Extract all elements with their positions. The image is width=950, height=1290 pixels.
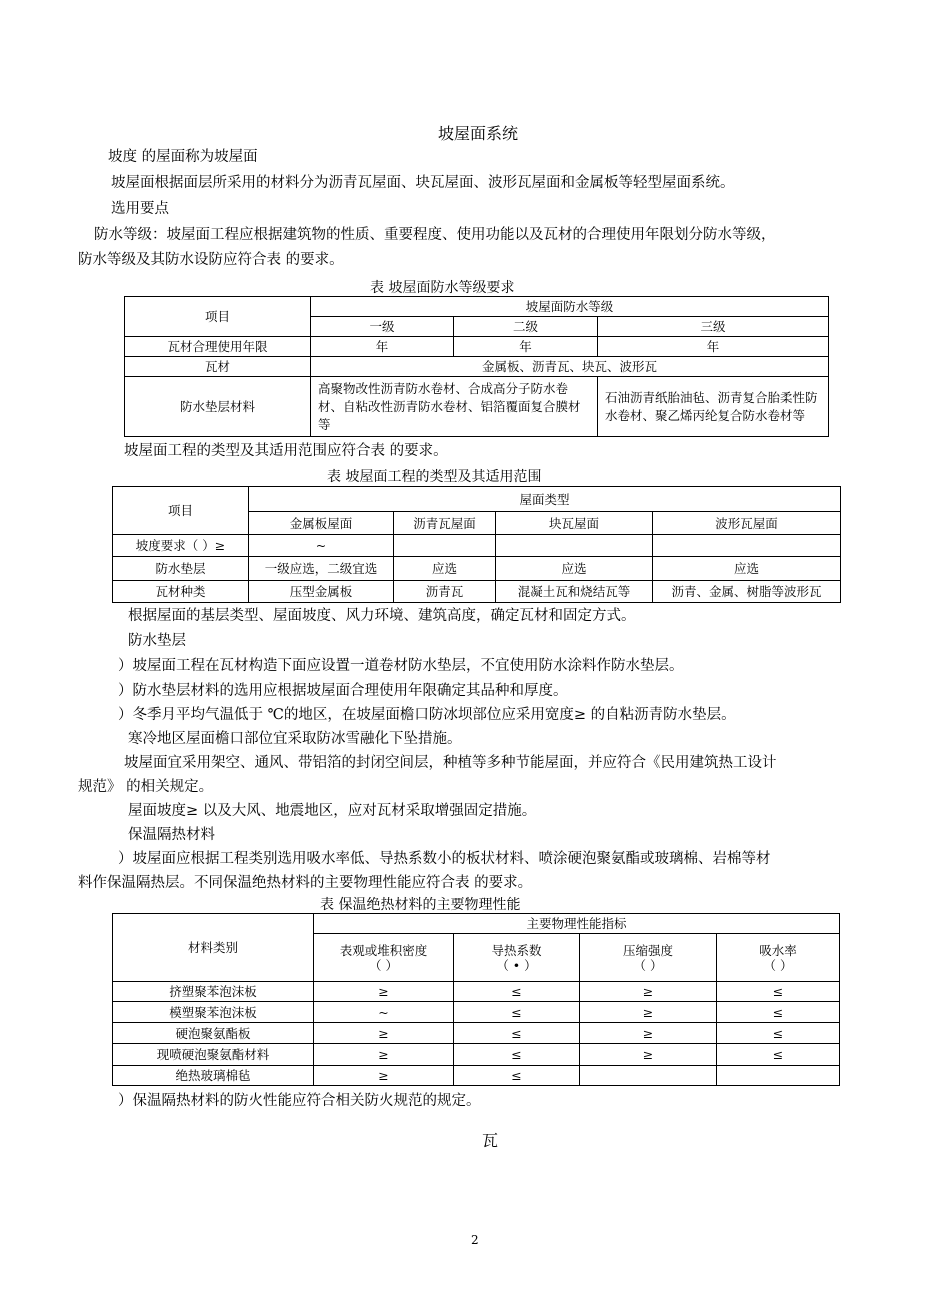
table-cell: 应选 — [394, 557, 496, 581]
paragraph-tile-fixing: 根据屋面的基层类型、屋面坡度、风力环境、建筑高度，确定瓦材和固定方式。 — [128, 608, 636, 624]
table-row-label: 挤塑聚苯泡沫板 — [113, 982, 314, 1002]
table-row-label: 瓦材合理使用年限 — [125, 337, 311, 357]
table-cell: ~ — [249, 535, 394, 557]
table-row-label: 绝热玻璃棉毡 — [113, 1066, 314, 1086]
table-header-group: 坡屋面防水等级 — [311, 297, 829, 317]
table-header-property — [580, 934, 717, 982]
table-waterproof-grade — [124, 296, 829, 437]
property-name: 表观或堆积密度 — [339, 942, 428, 958]
table-cell — [653, 535, 841, 557]
page-number: 2 — [471, 1233, 479, 1247]
table-header-group: 屋面类型 — [249, 487, 841, 512]
section-heading-tile: 瓦 — [482, 1131, 499, 1150]
table-cell: ≥ — [314, 1023, 454, 1044]
table-cell: 沥青瓦 — [394, 581, 496, 603]
paragraph-slope-definition: 坡度 的屋面称为坡屋面 — [108, 149, 258, 165]
table-row-label: 防水垫层材料 — [125, 377, 311, 437]
table-cell: ≥ — [580, 1002, 717, 1023]
paragraph-energy-roof-line2: 规范》 的相关规定。 — [78, 779, 214, 795]
table-row — [113, 1023, 840, 1044]
table-cell: ≤ — [717, 1023, 840, 1044]
table-cell: ≤ — [454, 1002, 580, 1023]
table-header-item: 材料类别 — [113, 914, 314, 982]
paragraph-roof-type-scope: 坡屋面工程的类型及其适用范围应符合表 的要求。 — [124, 443, 448, 459]
table-cell: 应选 — [496, 557, 653, 581]
table-cell: ≤ — [717, 1002, 840, 1023]
table-row-label: 模塑聚苯泡沫板 — [113, 1002, 314, 1023]
table-cell: ≥ — [580, 982, 717, 1002]
paragraph-cold-region: 寒冷地区屋面檐口部位宜采取防冰雪融化下坠措施。 — [128, 731, 462, 747]
table-cell: ≤ — [454, 1044, 580, 1066]
table-header-level: 二级 — [454, 317, 598, 337]
table-row — [113, 1044, 840, 1066]
table-roof-type-scope — [112, 486, 841, 603]
table-cell — [496, 535, 653, 557]
table-cell: ≥ — [580, 1023, 717, 1044]
table-header-level: 一级 — [311, 317, 454, 337]
table2-caption: 表 坡屋面工程的类型及其适用范围 — [327, 469, 542, 485]
table-header-item: 项目 — [125, 297, 311, 337]
heading-selection-points: 选用要点 — [111, 201, 169, 217]
paragraph-reinforced-fixing: 屋面坡度≥ 以及大风、地震地区，应对瓦材采取增强固定措施。 — [128, 803, 537, 819]
table-row-label: 防水垫层 — [113, 557, 249, 581]
table-cell: ≥ — [314, 982, 454, 1002]
table-header-property — [454, 934, 580, 982]
table-cell: 一级应选，二级宜选 — [249, 557, 394, 581]
table-row-label: 坡度要求（ ）≥ — [113, 535, 249, 557]
table-header-type: 波形瓦屋面 — [653, 512, 841, 535]
heading-underlayment: 防水垫层 — [128, 633, 186, 649]
table-cell — [580, 1066, 717, 1086]
table-cell — [717, 1066, 840, 1086]
table-header-property — [314, 934, 454, 982]
property-name: 导热系数 — [491, 942, 542, 958]
paragraph-waterproof-grade-line1: 防水等级：坡屋面工程应根据建筑物的性质、重要程度、使用功能以及瓦材的合理使用年限划分防水等级， — [94, 227, 776, 243]
table-cell: 金属板、沥青瓦、块瓦、波形瓦 — [311, 357, 829, 377]
table-cell: ≤ — [454, 1023, 580, 1044]
table-row-label: 瓦材 — [125, 357, 311, 377]
paragraph-roof-types: 坡屋面根据面层所采用的材料分为沥青瓦屋面、块瓦屋面、波形瓦屋面和金属板等轻型屋面系统。 — [111, 175, 735, 191]
property-unit: （ • ） — [496, 957, 537, 973]
table-cell: 应选 — [653, 557, 841, 581]
table-cell: 压型金属板 — [249, 581, 394, 603]
table-header-type: 沥青瓦屋面 — [394, 512, 496, 535]
table-row — [113, 1002, 840, 1023]
table-row — [113, 1066, 840, 1086]
table-insulation-properties — [112, 913, 840, 1086]
paragraph-underlayment-3: ）冬季月平均气温低于 ℃的地区，在坡屋面檐口防冰坝部位应采用宽度≥ 的自粘沥青防水垫层。 — [118, 707, 736, 723]
table-row-label: 硬泡聚氨酯板 — [113, 1023, 314, 1044]
property-unit: （ ） — [763, 957, 793, 973]
table-cell: ≤ — [454, 982, 580, 1002]
table-header-level: 三级 — [598, 317, 829, 337]
property-unit: （ ） — [369, 957, 398, 973]
table-cell: ≤ — [717, 1044, 840, 1066]
table-row-label: 瓦材种类 — [113, 581, 249, 603]
table-cell: 混凝土瓦和烧结瓦等 — [496, 581, 653, 603]
table-cell: 年 — [311, 337, 454, 357]
paragraph-underlayment-1: ）坡屋面工程在瓦材构造下面应设置一道卷材防水垫层，不宜使用防水涂料作防水垫层。 — [118, 658, 684, 674]
paragraph-insulation-line1: ）坡屋面应根据工程类别选用吸水率低、导热系数小的板状材料、喷涂硬泡聚氨酯或玻璃棉、岩棉等材 — [118, 851, 771, 867]
table-cell: ≥ — [314, 1066, 454, 1086]
paragraph-waterproof-grade-line2: 防水等级及其防水设防应符合表 的要求。 — [78, 252, 344, 268]
table-cell: 年 — [454, 337, 598, 357]
paragraph-underlayment-2: ）防水垫层材料的选用应根据坡屋面合理使用年限确定其品种和厚度。 — [118, 683, 568, 699]
table-header-type: 金属板屋面 — [249, 512, 394, 535]
paragraph-energy-roof-line1: 坡屋面宜采用架空、通风、带铝箔的封闭空间层，种植等多种节能屋面，并应符合《民用建筑热工设计 — [124, 755, 777, 771]
paragraph-fire-performance: ）保温隔热材料的防火性能应符合相关防火规范的规定。 — [118, 1093, 481, 1109]
table-header-group: 主要物理性能指标 — [314, 914, 840, 934]
table-cell: 高聚物改性沥青防水卷材、合成高分子防水卷材、自粘改性沥青防水卷材、铝箔覆面复合膜材等 — [311, 377, 598, 437]
table-row — [113, 982, 840, 1002]
property-unit: （ ） — [633, 957, 663, 973]
table-cell: 沥青、金属、树脂等波形瓦 — [653, 581, 841, 603]
table1-caption: 表 坡屋面防水等级要求 — [370, 280, 515, 296]
table3-caption: 表 保温绝热材料的主要物理性能 — [320, 897, 521, 913]
table-header-property — [717, 934, 840, 982]
table-cell: ≥ — [580, 1044, 717, 1066]
table-cell: 石油沥青纸胎油毡、沥青复合胎柔性防水卷材、聚乙烯丙纶复合防水卷材等 — [598, 377, 829, 437]
property-name: 压缩强度 — [622, 942, 673, 958]
table-cell: 年 — [598, 337, 829, 357]
table-row-label: 现喷硬泡聚氨酯材料 — [113, 1044, 314, 1066]
paragraph-insulation-line2: 料作保温隔热层。不同保温绝热材料的主要物理性能应符合表 的要求。 — [78, 875, 533, 891]
table-cell: ~ — [314, 1002, 454, 1023]
table-cell: ≥ — [314, 1044, 454, 1066]
page-title: 坡屋面系统 — [438, 124, 519, 143]
property-name: 吸水率 — [759, 942, 797, 958]
heading-insulation: 保温隔热材料 — [128, 827, 215, 843]
table-cell: ≤ — [454, 1066, 580, 1086]
table-cell — [394, 535, 496, 557]
table-header-item: 项目 — [113, 487, 249, 535]
table-header-type: 块瓦屋面 — [496, 512, 653, 535]
table-cell: ≤ — [717, 982, 840, 1002]
